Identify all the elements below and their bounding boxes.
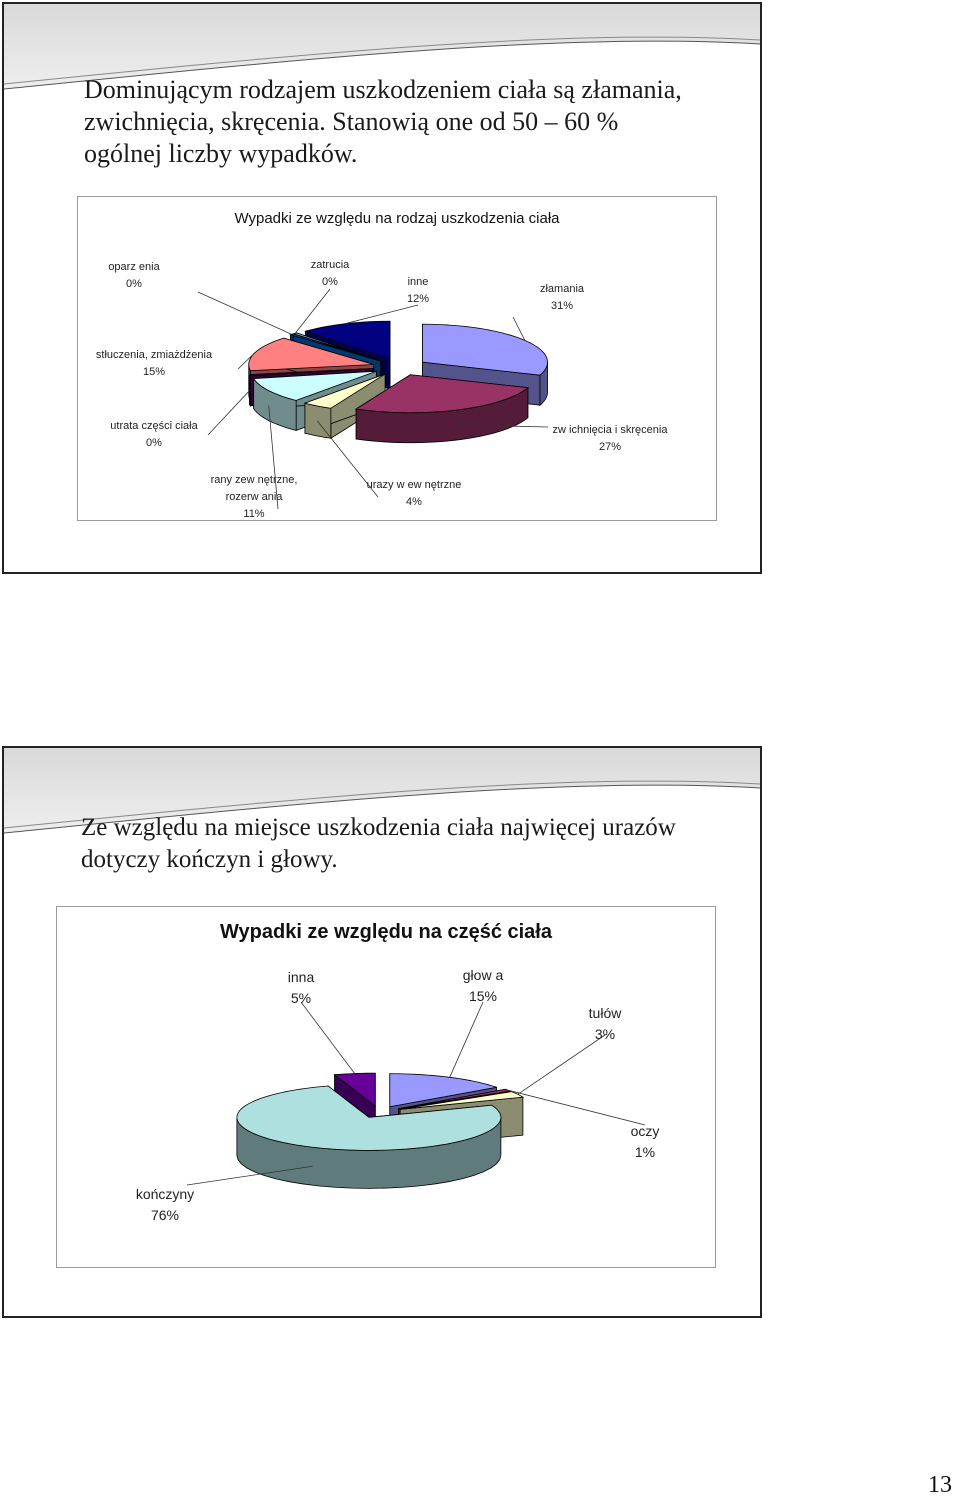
slide-2-line-1: Ze względu na miejsce uszkodzenia ciała najwięcej urazów	[81, 814, 676, 841]
chart-2-title: Wypadki ze względu na część ciała	[220, 921, 552, 943]
slide-2-text	[81, 812, 761, 876]
pie-label-name: kończyny	[135, 1186, 195, 1202]
pie-label-name: zatrucia	[310, 259, 350, 271]
pie-label-name: złamania	[539, 283, 585, 295]
pie-label-zatrucia	[295, 259, 350, 333]
pie-label-name: tułów	[588, 1005, 622, 1021]
pie-label-percent: 12%	[406, 293, 430, 305]
pie-label-percent: 4%	[406, 496, 422, 508]
pie-label-percent: 15%	[142, 366, 166, 378]
pie-label-name: stłuczenia, zmiażdżenia	[95, 349, 213, 361]
pie-label-percent: 76%	[150, 1207, 180, 1223]
pie-label-percent: 31%	[550, 300, 574, 312]
pie-label-zlamania	[513, 283, 585, 340]
slide-1-line-3: ogólnej liczby wypadków.	[84, 139, 358, 168]
pie-label-inna	[288, 969, 355, 1074]
pie-label-name: inna	[287, 969, 315, 985]
slide-1-line-2: zwichnięcia, skręcenia. Stanowią one od 50 – 60 %	[84, 107, 619, 136]
pie-label-name: urazy w ew nętrzne	[366, 479, 462, 491]
pie-label-oparzenia	[108, 261, 291, 334]
pie-label-name: oczy	[630, 1123, 660, 1139]
pie-label-stluczenia-zmiazdzenia	[96, 349, 254, 378]
pie-label-name: oparz enia	[108, 261, 160, 273]
pie-label-percent: 0%	[126, 278, 142, 290]
slide-2-line-2: dotyczy kończyn i głowy.	[81, 846, 338, 873]
pie-label-percent: 1%	[634, 1144, 656, 1160]
pie-label-oczy	[508, 1090, 660, 1160]
slide-2	[2, 746, 762, 1318]
pie-label-utrata-czesci-ciala	[110, 390, 250, 449]
pie-label-inne	[345, 276, 430, 324]
pie-label-name: inne	[407, 276, 429, 288]
chart-2-box	[56, 906, 716, 1268]
pie-label-percent: 0%	[146, 437, 162, 449]
slide-1-text	[84, 74, 744, 170]
pie-label-percent: 27%	[598, 441, 622, 453]
pie-label-percent: 11%	[243, 508, 265, 520]
pie-label-name: utrata części ciała	[110, 420, 198, 432]
chart-1-pie	[78, 197, 718, 522]
pie-label-percent: 3%	[594, 1026, 616, 1042]
pie-label-name: rany zew nętrzne,	[210, 474, 298, 486]
pie-label-percent: 15%	[468, 988, 498, 1004]
chart-1-title: Wypadki ze względu na rodzaj uszkodzenia ciała	[234, 210, 560, 227]
slide-1-line-1: Dominującym rodzajem uszkodzeniem ciała są złamania,	[84, 75, 682, 104]
pie-label-name: głow a	[462, 967, 504, 983]
pie-label-percent: 0%	[322, 276, 338, 288]
slide-1	[2, 2, 762, 574]
pie-label-glowa	[450, 967, 504, 1077]
pie-label-name: zw ichnięcia i skręcenia	[552, 424, 668, 436]
chart-1-box	[77, 196, 717, 521]
pie-label-name: rozerw ania	[225, 491, 283, 503]
pie-label-tulow	[518, 1005, 622, 1094]
chart-2-pie	[57, 907, 717, 1269]
page-number: 13	[928, 1472, 952, 1498]
pie-label-percent: 5%	[290, 990, 312, 1006]
